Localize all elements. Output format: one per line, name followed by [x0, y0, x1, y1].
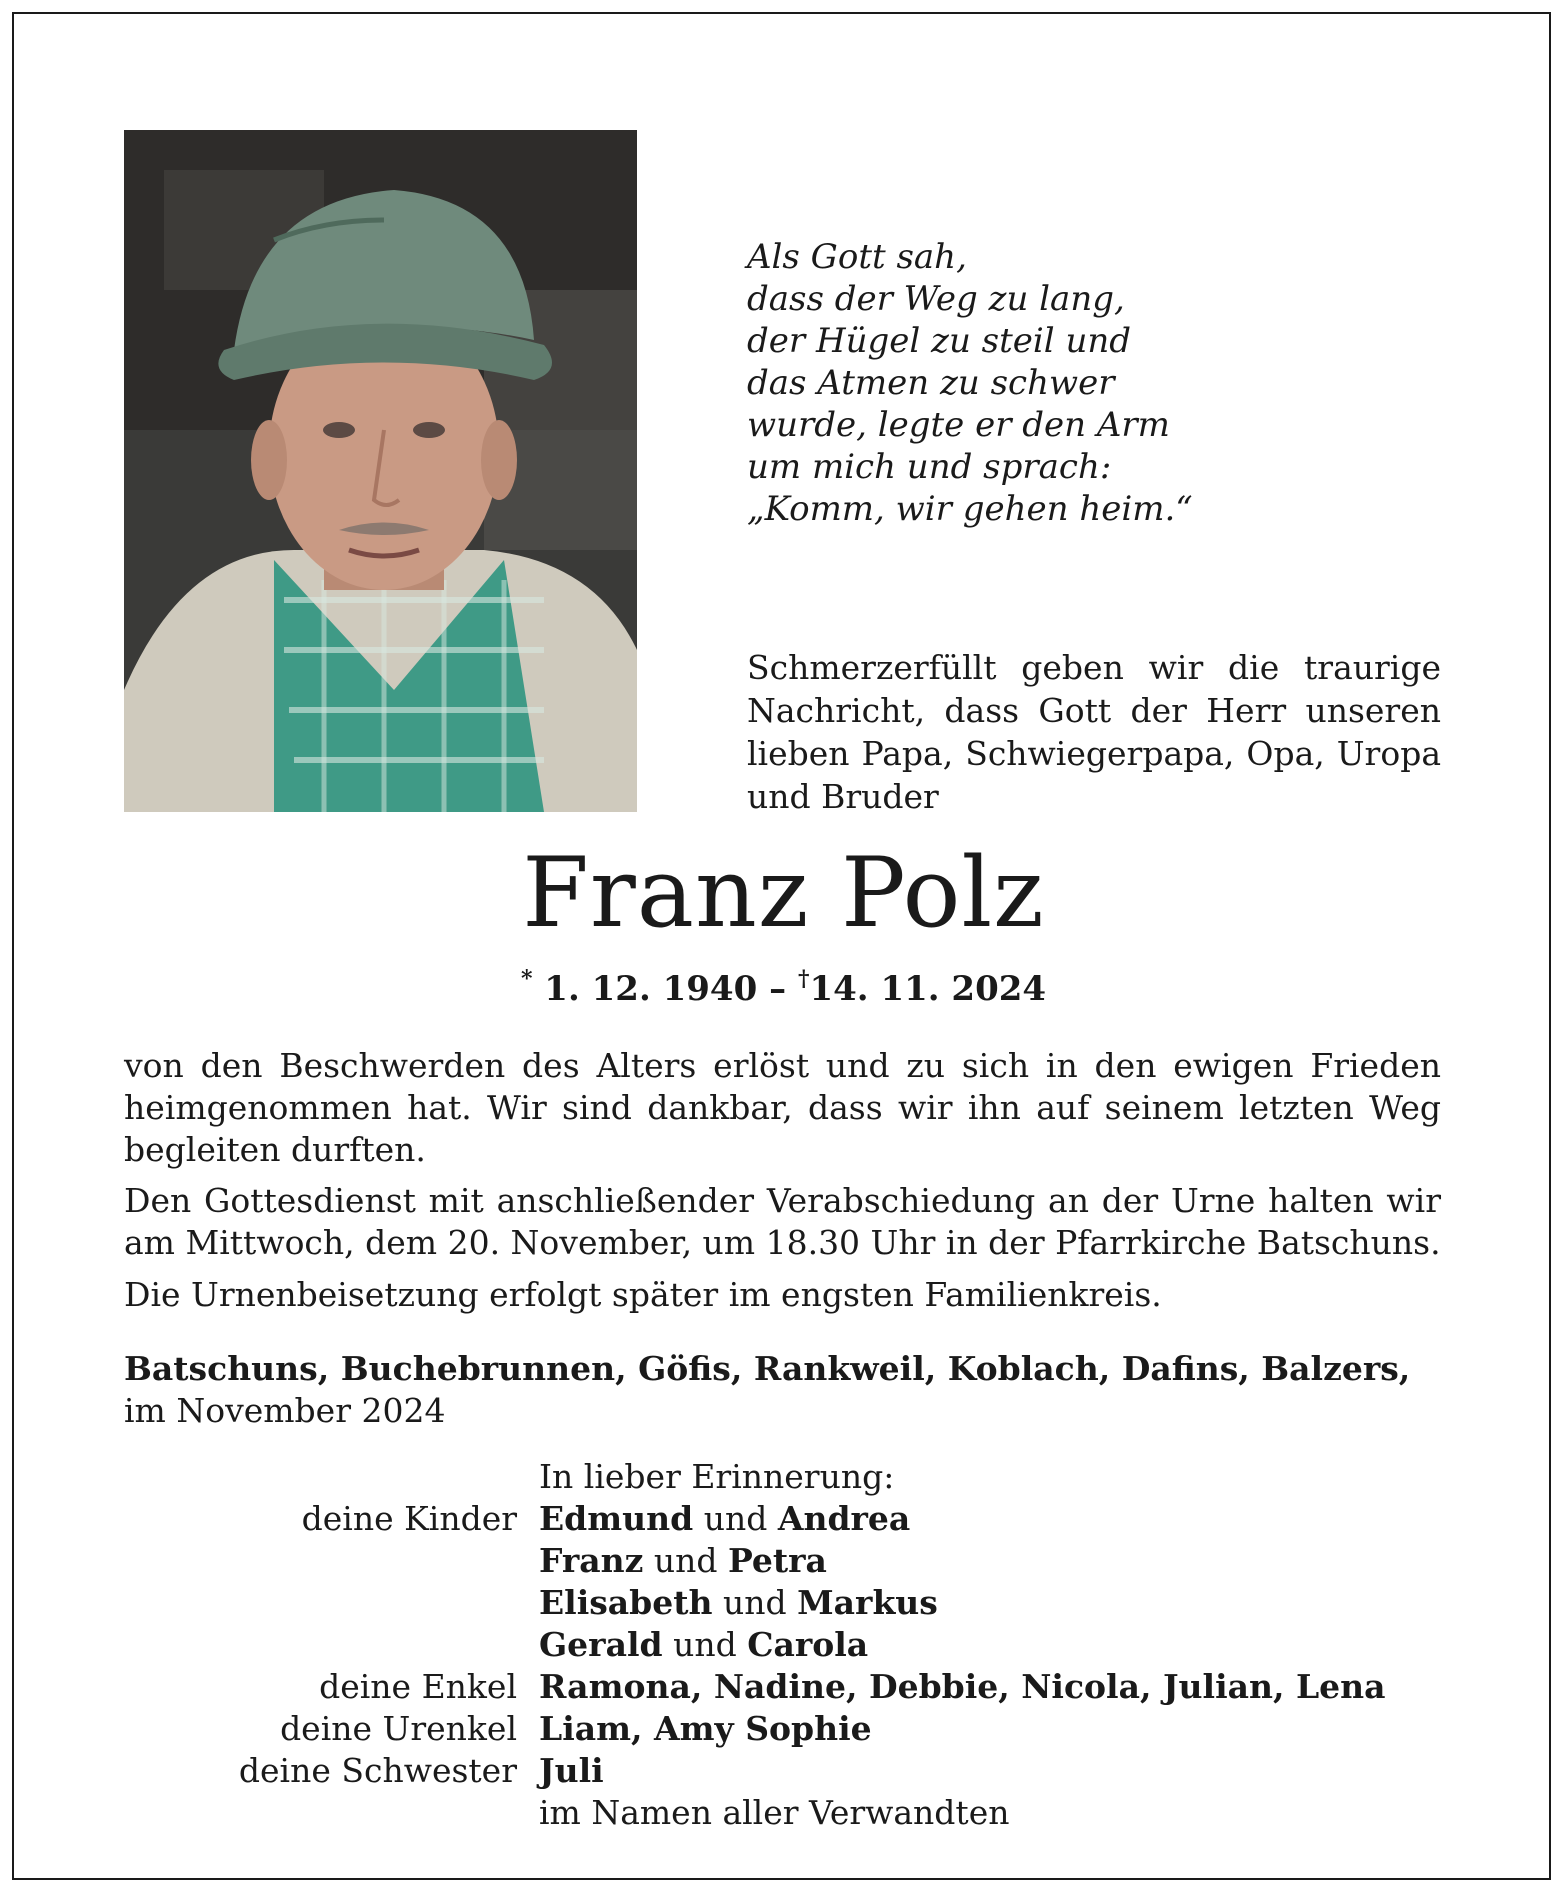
portrait-photo — [124, 130, 637, 812]
poem-line: das Atmen zu schwer — [747, 363, 1115, 403]
relation-label: deine Schwester — [238, 1751, 517, 1790]
notice-date: im November 2024 — [124, 1391, 446, 1430]
family-row — [124, 1456, 1441, 1498]
relation-label: deine Urenkel — [280, 1709, 517, 1748]
date-separator: – — [769, 969, 787, 1009]
family-row — [124, 1792, 1441, 1834]
poem-line: Als Gott sah, — [747, 237, 967, 277]
life-dates — [0, 968, 1567, 1010]
announcement-intro: Schmerzerfüllt geben wir die traurige Nachricht, dass Gott der Herr unseren lieben Papa, Schwiegerpapa, Opa, Uropa und Bruder — [747, 648, 1441, 816]
child-couple: Elisabeth und Markus — [539, 1583, 938, 1622]
poem-line: dass der Weg zu lang, — [747, 279, 1125, 319]
paragraph-burial: Die Urnenbeisetzung erfolgt später im engsten Familienkreis. — [124, 1275, 1162, 1314]
family-row — [124, 1666, 1441, 1708]
death-date: 14. 11. 2024 — [809, 969, 1047, 1009]
family-row — [124, 1540, 1441, 1582]
family-row — [124, 1708, 1441, 1750]
family-row — [124, 1498, 1441, 1540]
poem-line: „Komm, wir gehen heim.“ — [747, 489, 1193, 529]
grandchildren-names: Ramona, Nadine, Debbie, Nicola, Julian, Lena — [539, 1667, 1386, 1706]
closing-line: im Namen aller Verwandten — [539, 1793, 1010, 1832]
poem-line: wurde, legte er den Arm — [747, 405, 1170, 445]
family-row — [124, 1750, 1441, 1792]
remembrance-heading: In lieber Erinnerung: — [539, 1457, 895, 1496]
paragraph-service: Den Gottesdienst mit anschließender Verabschiedung an der Urne halten wir am Mittwoch, dem 20. November, um 18.30 Uhr in der Pfarrkirche Batschuns. — [124, 1181, 1441, 1262]
places-and-date — [124, 1348, 1441, 1432]
child-couple: Edmund und Andrea — [539, 1499, 911, 1538]
child-couple: Franz und Petra — [539, 1541, 827, 1580]
great-grandchildren-names: Liam, Amy Sophie — [539, 1709, 872, 1748]
poem-line: um mich und sprach: — [747, 447, 1112, 487]
places-list: Batschuns, Buchebrunnen, Göfis, Rankweil, Koblach, Dafins, Balzers, — [124, 1349, 1411, 1388]
death-symbol: † — [797, 966, 810, 992]
sister-name: Juli — [539, 1751, 604, 1790]
family-row — [124, 1624, 1441, 1666]
relation-label: deine Kinder — [301, 1499, 517, 1538]
child-couple: Gerald und Carola — [539, 1625, 869, 1664]
deceased-name: Franz Polz — [522, 837, 1045, 949]
memorial-poem — [747, 236, 1447, 530]
birth-symbol: * — [520, 966, 533, 992]
family-list — [124, 1456, 1441, 1834]
portrait-illustration — [124, 130, 637, 812]
paragraph-passing: von den Beschwerden des Alters erlöst und zu sich in den ewigen Frieden heimgenommen hat. Wir sind dankbar, dass wir ihn auf seinem letzten Weg begleiten durften. — [124, 1046, 1441, 1169]
relation-label: deine Enkel — [319, 1667, 517, 1706]
family-row — [124, 1582, 1441, 1624]
birth-date: 1. 12. 1940 — [544, 969, 758, 1009]
poem-line: der Hügel zu steil und — [747, 321, 1132, 361]
